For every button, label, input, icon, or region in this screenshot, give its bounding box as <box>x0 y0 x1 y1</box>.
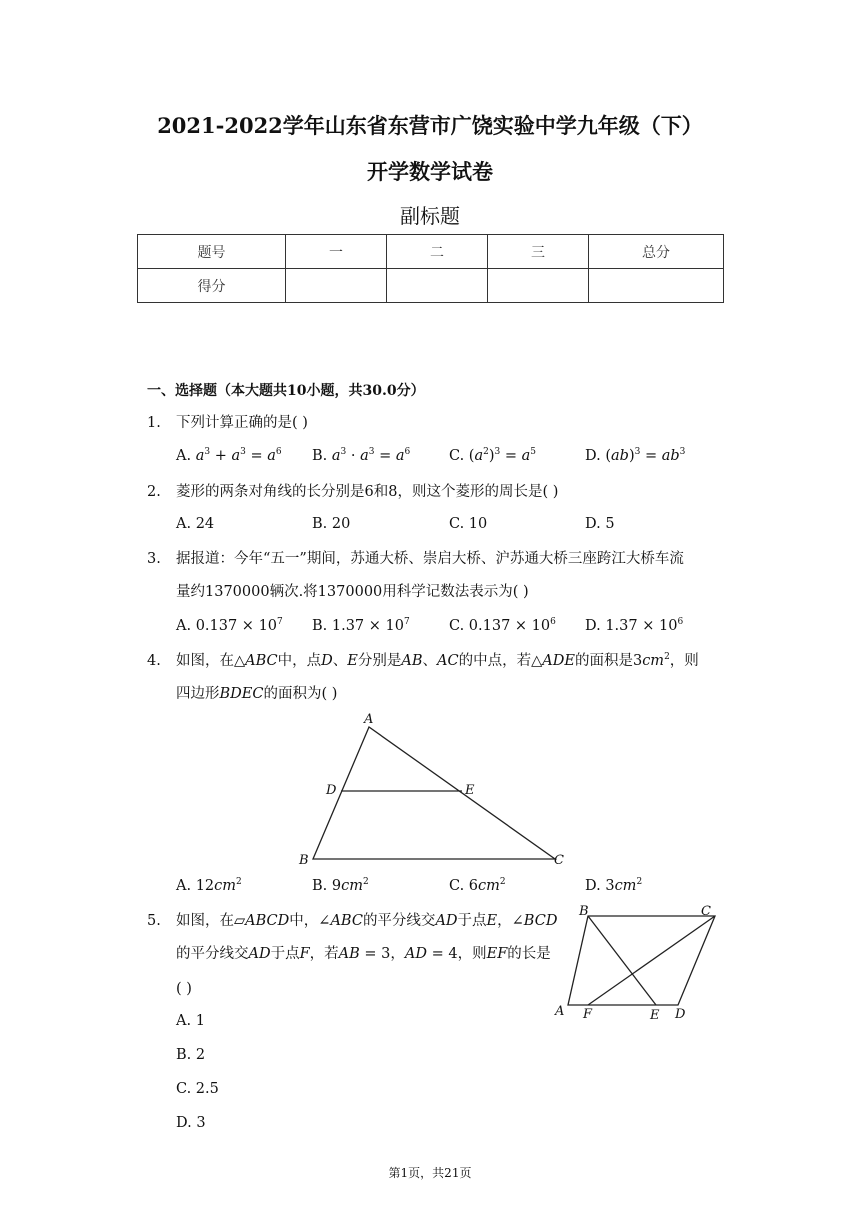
option-c: C. $6cm^2$ <box>449 877 506 894</box>
question-number: 4. <box>147 653 161 669</box>
exam-title-line2: 开学数学试卷 <box>367 159 493 184</box>
score-header-cell: 总分 <box>589 235 724 269</box>
score-table-score-row <box>138 269 724 303</box>
question-number: 1. <box>147 415 161 431</box>
option-a: A. $a^3 + a^3 = a^6$ <box>176 447 282 464</box>
triangle-abc <box>313 727 555 859</box>
option-c: C. 10 <box>449 516 488 532</box>
vertex-label-e: E <box>465 783 475 798</box>
vertex-label-d: D <box>675 1007 686 1022</box>
option-c: C. 2.5 <box>176 1081 219 1097</box>
vertex-label-d: D <box>326 783 337 798</box>
vertex-label-a: A <box>555 1004 565 1019</box>
question-text-line2: 的平分线交AD于点F，若AB = 3，AD = 4，则EF的长是 <box>176 946 551 962</box>
point-label-f: F <box>583 1007 593 1022</box>
option-d: D. 5 <box>585 516 615 532</box>
score-cell <box>286 269 387 303</box>
option-b: B. $1.37 \times 10^7$ <box>312 617 410 634</box>
question-number: 5. <box>147 913 161 929</box>
option-b: B. 2 <box>176 1047 206 1063</box>
vertex-label-c: C <box>701 904 711 919</box>
option-b: B. 20 <box>312 516 351 532</box>
section-heading: 一、选择题（本大题共10小题，共30.0分） <box>147 383 425 399</box>
option-a: A. $12cm^2$ <box>176 877 242 894</box>
question-text-line1: 如图，在▱ABCD中，∠ABC的平分线交AD于点E，∠BCD <box>176 913 558 929</box>
question-text-line3: ( ) <box>176 981 192 997</box>
score-header-cell: 三 <box>488 235 589 269</box>
score-header-cell: 一 <box>286 235 387 269</box>
vertex-label-c: C <box>554 853 564 868</box>
score-cell <box>589 269 724 303</box>
question-text-line2: 量约1370000辆次.将1370000用科学记数法表示为( ) <box>176 584 529 600</box>
score-cell <box>387 269 488 303</box>
option-c: C. $0.137 \times 10^6$ <box>449 617 556 634</box>
question-text-line1: 据报道：今年“五一”期间，苏通大桥、崇启大桥、沪苏通大桥三座跨江大桥车流 <box>176 551 684 567</box>
parallelogram-abcd <box>568 916 715 1005</box>
exam-subtitle: 副标题 <box>400 204 460 228</box>
point-label-e: E <box>650 1008 660 1023</box>
vertex-label-b: B <box>579 904 589 919</box>
page-footer: 第1页，共21页 <box>388 1166 472 1180</box>
question-text: 下列计算正确的是( ) <box>176 415 308 431</box>
exam-title-line1: 2021-2022学年山东省东营市广饶实验中学九年级（下） <box>157 113 703 138</box>
bisector-be <box>588 916 656 1005</box>
question-text-line1: 如图，在△ABC中，点D、E分别是AB、AC的中点，若△ADE的面积是$3cm^2$，则 <box>176 652 699 669</box>
option-d: D. $(ab)^3 = ab^3$ <box>585 447 686 464</box>
score-table <box>137 234 724 303</box>
question-number: 2. <box>147 484 161 500</box>
option-b: B. $a^3 \cdot a^3 = a^6$ <box>312 447 411 464</box>
question-text: 菱形的两条对角线的长分别是6和8，则这个菱形的周长是( ) <box>176 484 559 500</box>
question-text-line2: 四边形BDEC的面积为( ) <box>176 686 338 702</box>
option-b: B. $9cm^2$ <box>312 877 369 894</box>
score-row-label: 得分 <box>138 269 286 303</box>
option-d: D. $3cm^2$ <box>585 877 643 894</box>
score-header-cell: 题号 <box>138 235 286 269</box>
score-header-cell: 二 <box>387 235 488 269</box>
option-a: A. 1 <box>176 1013 205 1029</box>
vertex-label-b: B <box>299 853 309 868</box>
option-d: D. $1.37 \times 10^6$ <box>585 617 684 634</box>
option-a: A. 24 <box>176 516 215 532</box>
option-a: A. $0.137 \times 10^7$ <box>176 617 283 634</box>
option-c: C. $(a^2)^3 = a^5$ <box>449 447 537 464</box>
option-d: D. 3 <box>176 1115 206 1131</box>
triangle-figure <box>290 705 580 875</box>
vertex-label-a: A <box>364 712 374 727</box>
question-number: 3. <box>147 551 161 567</box>
score-cell <box>488 269 589 303</box>
parallelogram-figure <box>552 900 724 1026</box>
score-table-header-row <box>138 235 724 269</box>
